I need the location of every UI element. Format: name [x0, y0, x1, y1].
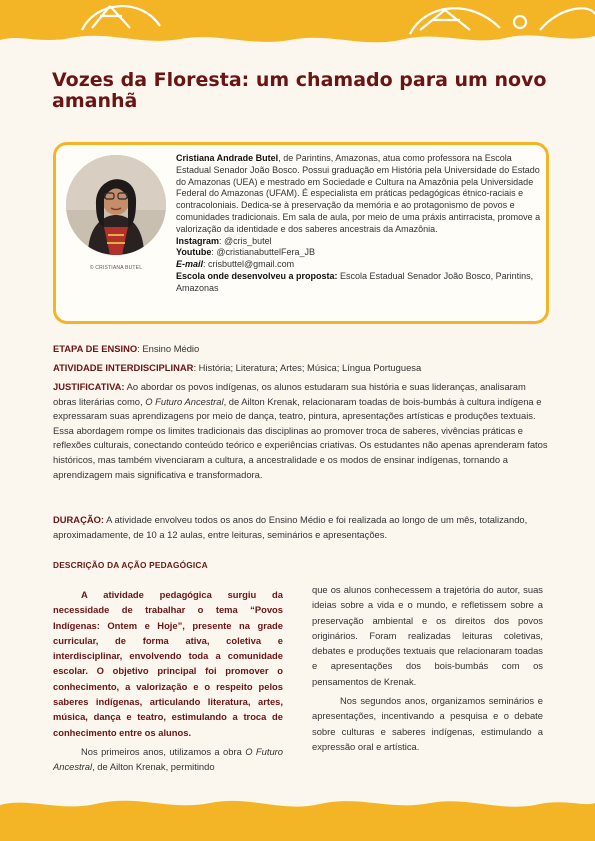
etapa-value: : Ensino Médio [137, 343, 200, 354]
paragraph-4: Nos segundos anos, organizamos seminários e apresentações, incentivando a pesquisa e o debate sobre culturas e saberes indígenas, estimulando a expressão oral e artística. [312, 695, 543, 752]
school-value: Escola Estadual Senador João Bosco, Parintins, Amazonas [176, 270, 534, 293]
author-name: Cristiana Andrade Butel [176, 153, 279, 163]
paragraph-2-text-b: , de Ailton Krenak, permitindo [92, 761, 215, 773]
top-decorative-band [0, 0, 595, 50]
atividade-label: ATIVIDADE INTERDISCIPLINAR [53, 362, 194, 373]
atividade-interdisciplinar [53, 361, 549, 376]
portrait-image [66, 155, 166, 255]
school-label: Escola onde desenvolveu a proposta: [176, 270, 338, 281]
atividade-value: : História; Literatura; Artes; Música; Língua Portuguesa [193, 362, 422, 373]
page-title: Vozes da Floresta: um chamado para um novo amanhã [52, 69, 547, 112]
email-label: E-mail [176, 259, 204, 270]
justificativa-label: JUSTIFICATIVA: [53, 381, 125, 392]
lead-paragraph: A atividade pedagógica surgiu da necessidade de trabalhar o tema “Povos Indígenas: Ontem e Hoje”, presente na grade curricular, de forma ativa, coletiva e interdisciplinar, envolvendo toda a comunidade escolar. O objetivo principal foi promover o conhecimento, a valorização e o respeito pelos saberes indígenas, articulando literatura, artes, música, dança e teatro, estimulando a troca de conhecimento entre os alunos. [53, 589, 283, 738]
duracao [53, 513, 549, 542]
photo-credit: © CRISTIANA BUTEL [89, 265, 143, 271]
paragraph-2 [53, 744, 283, 775]
youtube-value: : @cristianabuttelFera_JB [211, 247, 316, 258]
duracao-label: DURAÇÃO: [53, 514, 105, 525]
email-value: : crisbuttel@gmail.com [203, 259, 295, 270]
bio-text [176, 153, 542, 295]
instagram-label: Instagram [176, 235, 220, 246]
etapa-de-ensino [53, 342, 549, 357]
section-heading: DESCRIÇÃO DA AÇÃO PEDAGÓGICA [53, 560, 208, 570]
bottom-decorative-band [0, 791, 595, 841]
paragraph-2-book-title: O Futuro Ancestral [53, 745, 283, 773]
justificativa [53, 380, 549, 482]
justificativa-book-title: O Futuro Ancestral [145, 395, 224, 407]
instagram-value: : @cris_butel [219, 235, 272, 246]
justificativa-text-a: Ao abordar os povos indígenas, os alunos estudaram sua história e suas lideranças, analisaram obras literárias como, [53, 381, 526, 407]
etapa-label: ETAPA DE ENSINO [53, 343, 138, 354]
duracao-value: A atividade envolveu todos os anos do Ensino Médio e foi realizada ao longo de um mês, totalizando, aproximadamente, de 10 a 12 aulas, entre leituras, seminários e apresentações. [53, 514, 528, 540]
author-bio-box [53, 142, 549, 324]
paragraph-3: que os alunos conhecessem a trajetória do autor, suas ideias sobre a vida e o mundo, e refletissem sobre a preservação ambiental e os direitos dos povos originários. Foram realizadas leituras coletivas, debates e produções textuais que relacionaram toadas e apresentações dos bois-bumbás com os pensamentos de Krenak. [312, 584, 543, 687]
left-column [53, 587, 283, 779]
youtube-label: Youtube [176, 247, 212, 258]
paragraph-2-text-a: Nos primeiros anos, utilizamos a obra [81, 745, 246, 757]
right-column [312, 582, 543, 758]
avatar [66, 155, 166, 255]
bio-intro: , de Parintins, Amazonas, atua como professora na Escola Estadual Senador João Bosco. Possui graduação em História pela Universidade do Estado do Amazonas (UEA) e mestrado em Sociedade e Cultura na Amazônia pela Universidade Federal do Amazonas (UFAM). É especialista em práticas pedagógicas étnico-raciais e contracoloniais. Dedica-se à preservação da memória e ao protagonismo de povos e comunidades tradicionais. Em sala de aula, por meio de uma práxis antirracista, promove a valorização da identidade e dos saberes ancestrais da Amazônia. [176, 153, 541, 234]
justificativa-text-b: , de Ailton Krenak, relacionaram toadas de bois-bumbás à cultura indígena e expressaram suas aprendizagens por meio de dança, teatro, pintura, apresentações artísticas e produções textuais. Essa abordagem rompe os limites tradicionais das disciplinas ao promover troca de saberes, vivências práticas e reflexões culturais, conectando conteúdo teórico e experiências criativas. Os estudantes não apenas aprenderam fatos históricos, mas também vivenciaram a cultura, a ancestralidade e os modos de ensinar indígenas, tornando a aprendizagem mais significativa e transformadora. [53, 395, 548, 480]
